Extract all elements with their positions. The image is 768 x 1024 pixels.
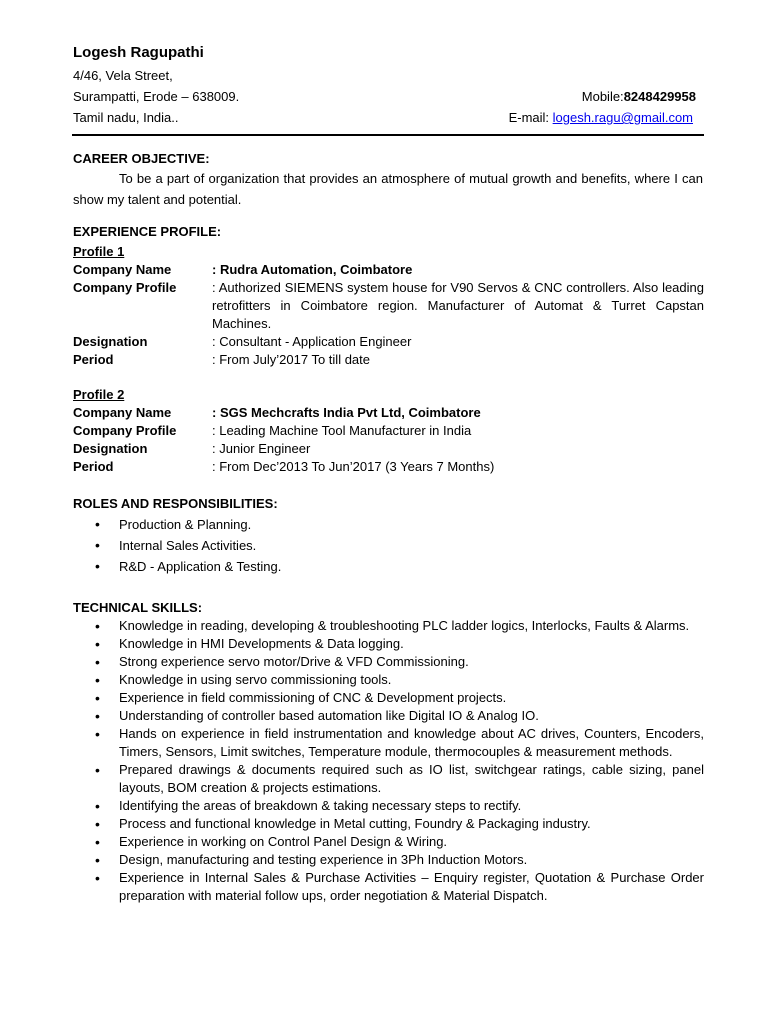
list-item: • Design, manufacturing and testing experience in 3Ph Induction Motors. (73, 851, 704, 869)
list-item: • Knowledge in HMI Developments & Data logging. (73, 635, 704, 653)
roles-heading: ROLES AND RESPONSIBILITIES: (73, 496, 278, 511)
profile-2-company-name (73, 404, 704, 422)
list-item: • Experience in Internal Sales & Purchase Activities – Enquiry register, Quotation & Purchase Order preparation with material follow ups, order negotiation & Material Dispatch. (73, 869, 704, 905)
field-value: : From Dec’2013 To Jun’2017 (3 Years 7 Months) (212, 459, 495, 474)
address-line-1: 4/46, Vela Street, (73, 68, 173, 83)
email-label: E-mail: (508, 110, 553, 125)
field-label: Designation (73, 334, 148, 349)
list-item: • R&D - Application & Testing. (73, 556, 704, 577)
profile-2-title: Profile 2 (73, 387, 125, 402)
profile-1-designation (73, 333, 704, 351)
list-item: • Prepared drawings & documents required such as IO list, switchgear ratings, cable sizing, panel layouts, BOM creation & projects estimations. (73, 761, 704, 797)
technical-skills-list (73, 617, 704, 905)
profile-2-details (73, 404, 704, 476)
list-item: • Experience in field commissioning of CNC & Development projects. (73, 689, 704, 707)
address-line-2: Surampatti, Erode – 638009. (73, 89, 240, 104)
email (509, 109, 693, 127)
field-value: : Leading Machine Tool Manufacturer in India (212, 423, 472, 438)
field-label: Company Profile (73, 280, 177, 295)
profile-1-period (73, 351, 704, 369)
profile-1-company-profile (73, 279, 704, 333)
mobile-label: Mobile: (581, 89, 624, 104)
field-value: : Authorized SIEMENS system house for V90 Servos & CNC controllers. Also leading retrofitters in Coimbatore region. Manufacturer of Automat & Turret Capstan Machines. (212, 280, 704, 331)
experience-heading: EXPERIENCE PROFILE: (73, 224, 222, 239)
list-item: • Understanding of controller based automation like Digital IO & Analog IO. (73, 707, 704, 725)
list-item: • Strong experience servo motor/Drive & VFD Commissioning. (73, 653, 704, 671)
list-item: • Process and functional knowledge in Metal cutting, Foundry & Packaging industry. (73, 815, 704, 833)
profile-2-period (73, 458, 704, 476)
list-item: • Hands on experience in field instrumentation and knowledge about AC drives, Counters, Encoders, Timers, Sensors, Limit switches, Temperature module, thermocouples & measurement methods. (73, 725, 704, 761)
list-item: • Knowledge in reading, developing & troubleshooting PLC ladder logics, Interlocks, Faults & Alarms. (73, 617, 704, 635)
address-line-3: Tamil nadu, India.. (73, 110, 179, 125)
list-item: • Knowledge in using servo commissioning tools. (73, 671, 704, 689)
profile-1-title: Profile 1 (73, 244, 125, 259)
list-item: • Experience in working on Control Panel Design & Wiring. (73, 833, 704, 851)
field-label: Designation (73, 441, 148, 456)
career-objective-text: To be a part of organization that provides an atmosphere of mutual growth and benefits, where I can show my talent and potential. (73, 171, 703, 207)
list-item: • Identifying the areas of breakdown & taking necessary steps to rectify. (73, 797, 704, 815)
field-label: Period (73, 459, 114, 474)
field-value: : Junior Engineer (212, 441, 311, 456)
list-item: • Production & Planning. (73, 514, 704, 535)
field-label: Company Profile (73, 423, 177, 438)
field-value: : From July’2017 To till date (212, 352, 370, 367)
profile-1-details (73, 261, 704, 369)
profile-1-company-name (73, 261, 704, 279)
roles-list (73, 514, 704, 577)
field-label: Company Name (73, 405, 172, 420)
field-value: : Consultant - Application Engineer (212, 334, 412, 349)
field-value: : Rudra Automation, Coimbatore (212, 262, 413, 277)
field-label: Period (73, 352, 114, 367)
career-objective-heading: CAREER OBJECTIVE: (73, 151, 210, 166)
mobile (582, 88, 696, 106)
profile-2-company-profile (73, 422, 704, 440)
list-item: • Internal Sales Activities. (73, 535, 704, 556)
header-divider (72, 134, 704, 136)
field-value: : SGS Mechcrafts India Pvt Ltd, Coimbatore (212, 405, 481, 420)
profile-2-designation (73, 440, 704, 458)
mobile-value: 8248429958 (623, 89, 696, 104)
technical-skills-heading: TECHNICAL SKILLS: (73, 600, 203, 615)
candidate-name: Logesh Ragupathi (73, 44, 204, 61)
field-label: Company Name (73, 262, 172, 277)
email-link[interactable]: logesh.ragu@gmail.com (552, 110, 693, 125)
